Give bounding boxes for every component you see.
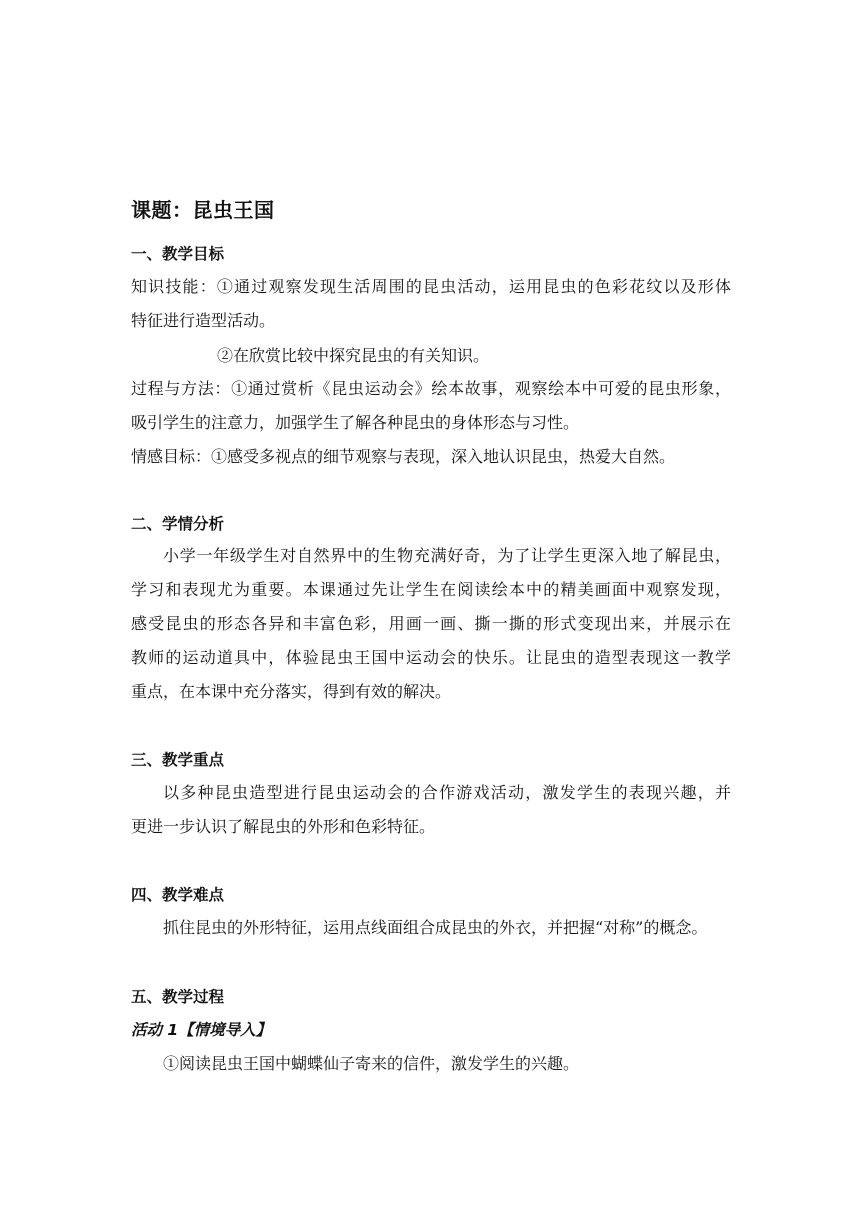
paragraph-line: 特征进行造型活动。: [131, 311, 276, 330]
section-heading-difficulties: 四、教学难点: [131, 886, 225, 904]
section-heading-objectives: 一、教学目标: [131, 245, 225, 263]
paragraph-line: ②在欣赏比较中探究昆虫的有关知识。: [217, 346, 490, 365]
section-heading-key-points: 三、教学重点: [131, 751, 225, 769]
paragraph-line: 小学一年级学生对自然界中的生物充满好奇，为了让学生更深入地了解昆虫，: [163, 546, 731, 565]
section-heading-process: 五、教学过程: [131, 988, 225, 1006]
paragraph-line: 学习和表现尤为重要。本课通过先让学生在阅读绘本中的精美画面中观察发现，: [131, 580, 731, 599]
page-title: 课题：昆虫王国: [131, 198, 275, 222]
paragraph-line: 更进一步认识了解昆虫的外形和色彩特征。: [131, 817, 436, 836]
paragraph-line: 知识技能：①通过观察发现生活周围的昆虫活动，运用昆虫的色彩花纹以及形体: [131, 277, 731, 296]
paragraph-line: 吸引学生的注意力，加强学生了解各种昆虫的身体形态与习性。: [131, 413, 580, 432]
section-heading-analysis: 二、学情分析: [131, 515, 225, 533]
paragraph-line: 情感目标：①感受多视点的细节观察与表现，深入地认识昆虫，热爱大自然。: [131, 447, 676, 466]
paragraph-line: ①阅读昆虫王国中蝴蝶仙子寄来的信件，激发学生的兴趣。: [163, 1054, 580, 1073]
paragraph-line: 重点，在本课中充分落实，得到有效的解决。: [131, 682, 452, 701]
paragraph-line: 以多种昆虫造型进行昆虫运动会的合作游戏活动，激发学生的表现兴趣，并: [163, 783, 731, 802]
activity-heading: 活动 1【情境导入】: [131, 1021, 272, 1039]
paragraph-line: 过程与方法：①通过赏析《昆虫运动会》绘本故事，观察绘本中可爱的昆虫形象，: [131, 379, 731, 398]
paragraph-line: 抓住昆虫的外形特征，运用点线面组合成昆虫的外衣，并把握“对称”的概念。: [163, 918, 708, 937]
paragraph-line: 感受昆虫的形态各异和丰富色彩，用画一画、撕一撕的形式变现出来，并展示在: [131, 614, 731, 633]
paragraph-line: 教师的运动道具中，体验昆虫王国中运动会的快乐。让昆虫的造型表现这一教学: [131, 648, 731, 667]
